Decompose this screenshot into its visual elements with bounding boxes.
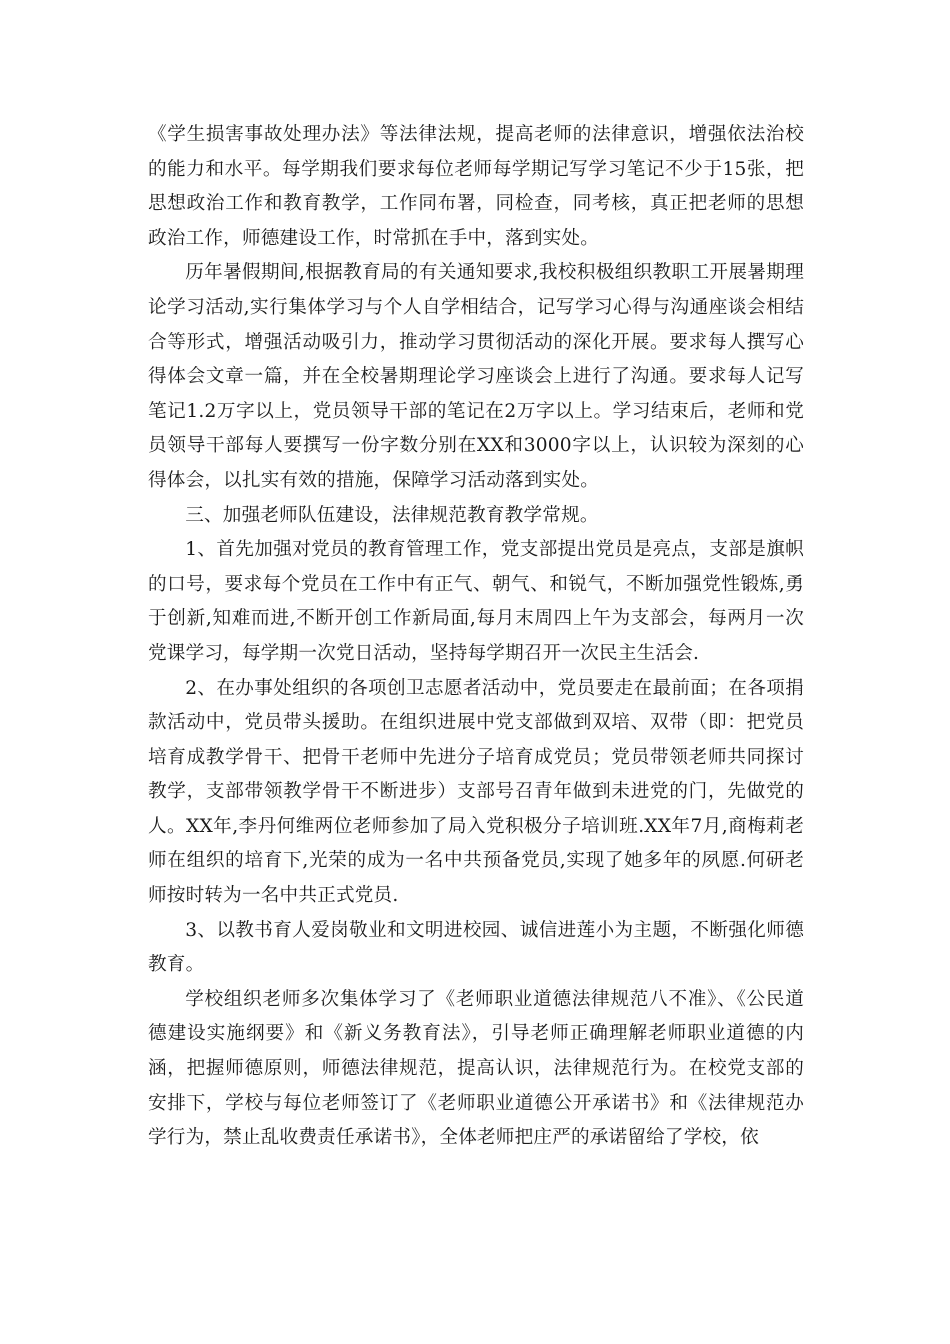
paragraph-item-3: 3、以教书育人爱岗敬业和文明进校园、诚信进莲小为主题，不断强化师德教育。 [148,919,804,976]
document-body [148,118,804,1156]
paragraph-ethics-study: 学校组织老师多次集体学习了《老师职业道德法律规范八不准》、《公民道德建设实施纲要》和《新义务教育法》，引导老师正确理解老师职业道德的内涵，把握师德原则，师德法律规范，提高认识，法律规范行为。在校党支部的安排下，学校与每位老师签订了《老师职业道德公开承诺书》和《法律规范办学行为，禁止乱收费责任承诺书》，全体老师把庄严的承诺留给了学校，依 [148,988,804,1149]
section-heading-teacher-team: 三、加强老师队伍建设，法律规范教育教学常规。 [185,504,599,526]
paragraph-summer-study: 历年暑假期间,根据教育局的有关通知要求,我校积极组织教职工开展暑期理论学习活动,实行集体学习与个人自学相结合，记写学习心得与沟通座谈会相结合等形式，增强活动吸引力，推动学习贯彻活动的深化开展。要求每人撰写心得体会文章一篇，并在全校暑期理论学习座谈会上进行了沟通。要求每人记写笔记1.2万字以上，党员领导干部的笔记在2万字以上。学习结束后，老师和党员领导干部每人要撰写一份字数分别在XX和3000字以上，认识较为深刻的心得体会，以扎实有效的措施，保障学习活动落到实处。 [148,262,804,491]
paragraph-item-1: 1、首先加强对党员的教育管理工作，党支部提出党员是亮点，支部是旗帜的口号，要求每个党员在工作中有正气、朝气、和锐气，不断加强党性锻炼,勇于创新,知难而进,不断开创工作新局面,每月末周四上午为支部会，每两月一次党课学习，每学期一次党日活动，坚持每学期召开一次民主生活会. [148,539,804,664]
paragraph-continuation: 《学生损害事故处理办法》等法律法规，提高老师的法律意识，增强依法治校的能力和水平。每学期我们要求每位老师每学期记写学习笔记不少于15张，把思想政治工作和教育教学，工作同布署，同检查，同考核，真正把老师的思想政治工作，师德建设工作，时常抓在手中，落到实处。 [148,124,804,249]
paragraph-item-2: 2、在办事处组织的各项创卫志愿者活动中，党员要走在最前面；在各项捐款活动中，党员带头援助。在组织进展中党支部做到双培、双带（即：把党员培育成教学骨干、把骨干老师中先进分子培育成党员；党员带领老师共同探讨教学，支部带领教学骨干不断进步）支部号召青年做到未进党的门，先做党的人。XX年,李丹何维两位老师参加了局入党积极分子培训班.XX年7月,商梅莉老师在组织的培育下,光荣的成为一名中共预备党员,实现了她多年的夙愿.何研老师按时转为一名中共正式党员. [148,677,804,907]
